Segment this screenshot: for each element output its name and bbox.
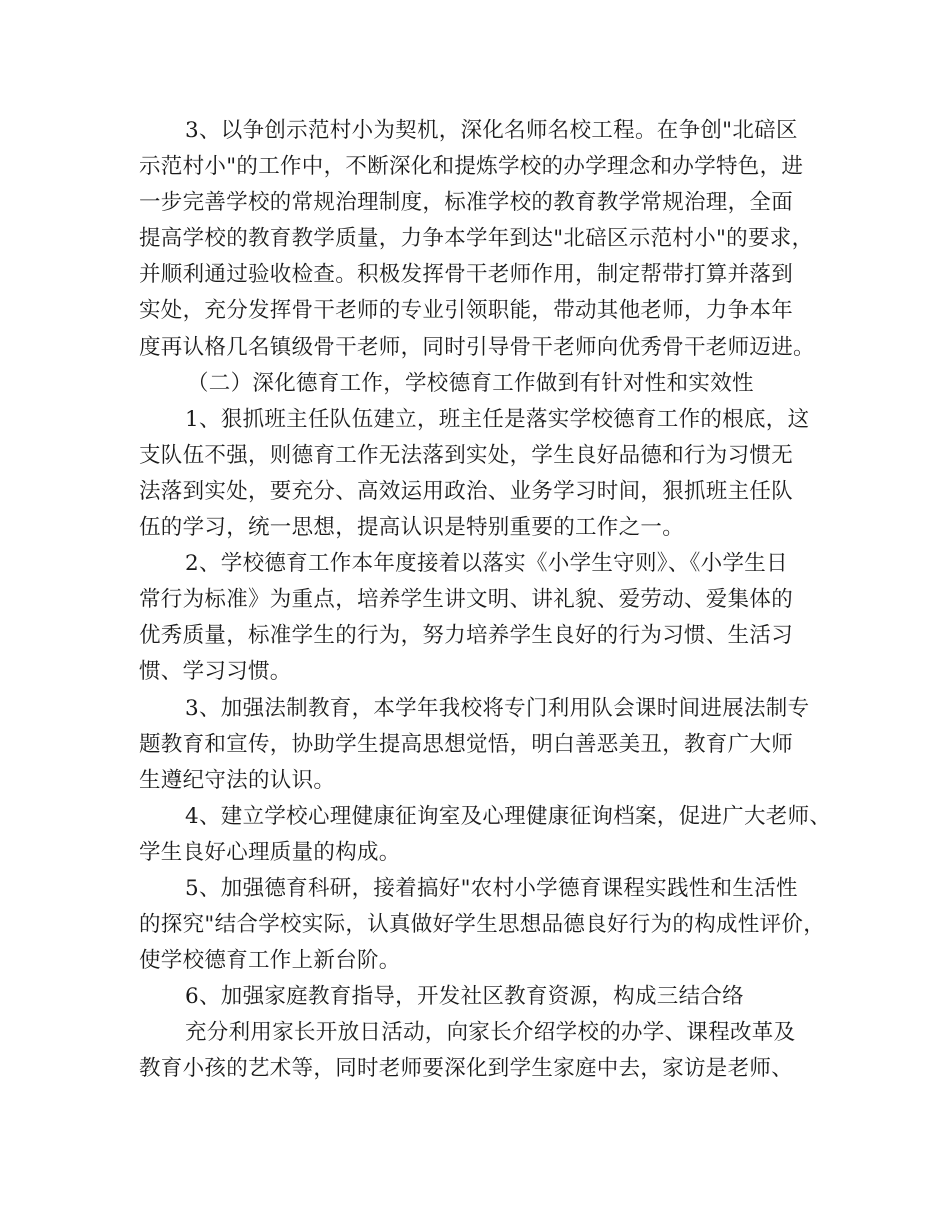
paragraph-line: 提高学校的教育教学质量，力争本学年到达"北碚区示范村小"的要求，: [139, 226, 814, 252]
paragraph-line: 充分利用家长开放日活动，向家长介绍学校的办学、课程改革及: [185, 1020, 796, 1046]
paragraph-line: 3、以争创示范村小为契机，深化名师名校工程。在争创"北碚区: [185, 118, 798, 143]
paragraph-line: 3、加强法制教育，本学年我校将专门利用队会课时间进展法制专: [185, 695, 810, 721]
paragraph-line: 学生良好心理质量的构成。: [139, 839, 401, 865]
document-body: [139, 113, 832, 1088]
paragraph-line: 2、学校德育工作本年度接着以落实《小学生守则》、《小学生日: [185, 551, 788, 577]
paragraph-line: 常行为标准》为重点，培养学生讲文明、讲礼貌、爱劳动、爱集体的: [139, 587, 794, 613]
paragraph-line: 教育小孩的艺术等，同时老师要深化到学生家庭中去，家访是老师、: [139, 1056, 794, 1082]
paragraph-line: 度再认格几名镇级骨干老师，同时引导骨干老师向优秀骨干老师迈进。: [139, 334, 815, 360]
paragraph-line: 使学校德育工作上新台阶。: [139, 948, 401, 974]
paragraph-line: 并顺利通过验收检查。积极发挥骨干老师作用，制定帮带打算并落到: [139, 262, 794, 288]
paragraph-line: 法落到实处，要充分、高效运用政治、业务学习时间，狠抓班主任队: [139, 478, 794, 504]
paragraph-line: 5、加强德育科研，接着搞好"农村小学德育课程实践性和生活性: [185, 875, 798, 901]
paragraph-line: 示范村小"的工作中，不断深化和提炼学校的办学理念和办学特色，进: [139, 154, 804, 180]
paragraph-line: 题教育和宣传，协助学生提高思想觉悟，明白善恶美丑，教育广大师: [139, 731, 794, 757]
paragraph-line: 实处，充分发挥骨干老师的专业引领职能，带动其他老师，力争本年: [139, 298, 794, 324]
paragraph-line: 一步完善学校的常规治理制度，标准学校的教育教学常规治理，全面: [139, 190, 794, 216]
paragraph-line: 伍的学习，统一思想，提高认识是特别重要的工作之一。: [139, 515, 685, 541]
paragraph-line: 优秀质量，标准学生的行为，努力培养学生良好的行为习惯、生活习: [139, 623, 794, 649]
paragraph-line: 支队伍不强，则德育工作无法落到实处，学生良好品德和行为习惯无: [139, 442, 794, 468]
section-heading: （二）深化德育工作，学校德育工作做到有针对性和实效性: [187, 370, 754, 396]
paragraph-line: 的探究"结合学校实际，认真做好学生思想品德良好行为的构成性评价，: [139, 912, 825, 938]
paragraph-line: 生遵纪守法的认识。: [139, 767, 336, 793]
paragraph-line: 4、建立学校心理健康征询室及心理健康征询档案，促进广大老师、: [185, 803, 832, 829]
paragraph-line: 1、狠抓班主任队伍建立，班主任是落实学校德育工作的根底，这: [185, 406, 810, 432]
paragraph-line: 惯、学习习惯。: [139, 659, 292, 685]
paragraph-line: 6、加强家庭教育指导，开发社区教育资源，构成三结合络: [185, 984, 744, 1010]
